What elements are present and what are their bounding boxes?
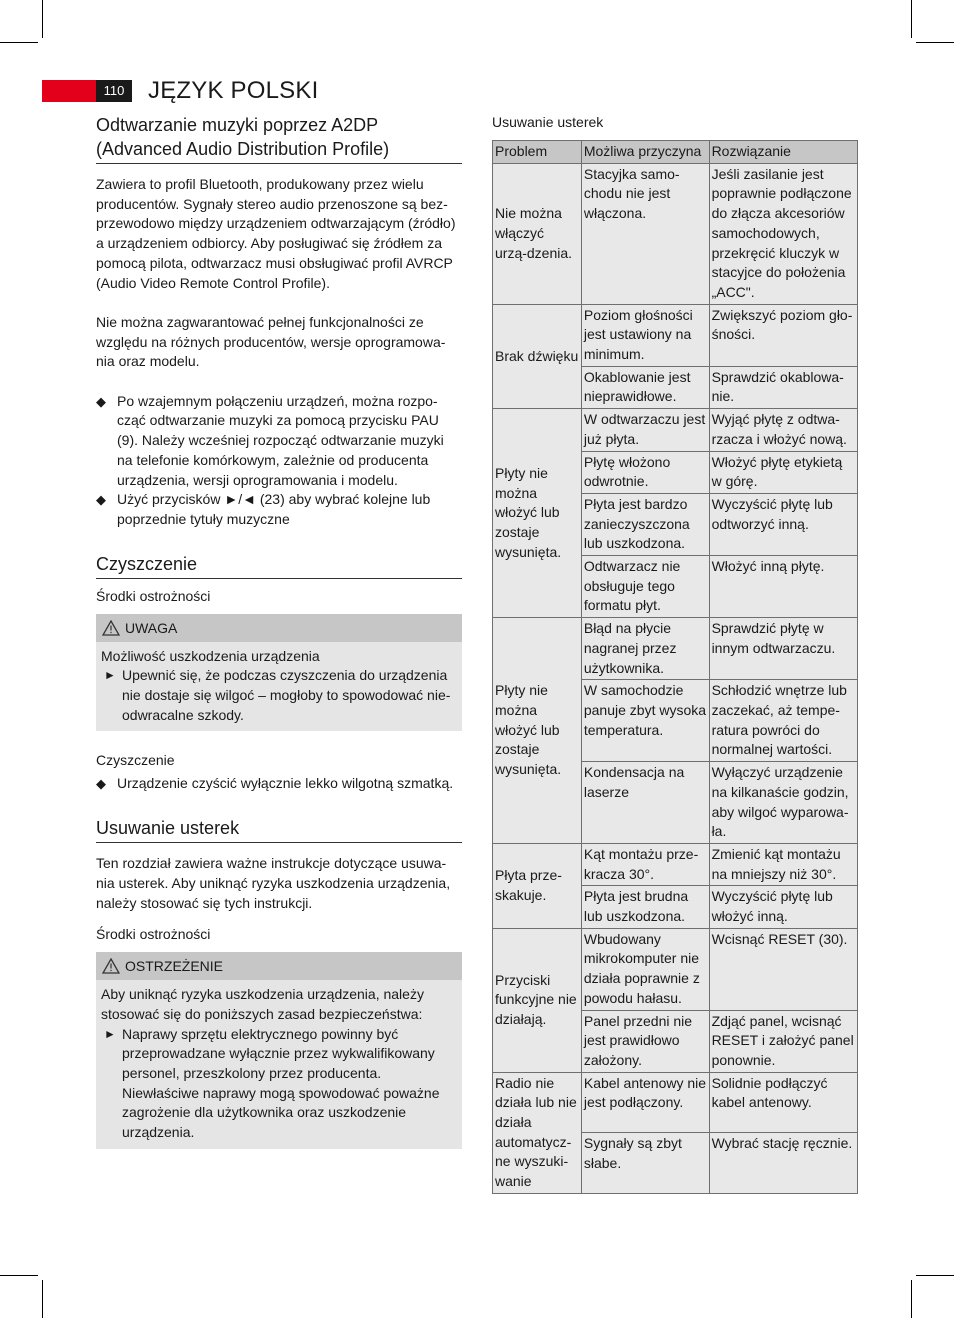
left-column — [96, 113, 462, 1169]
table-row — [493, 304, 858, 366]
cause-cell: Panel przedni nie jest prawidłowo założony. — [581, 1010, 709, 1072]
table-title: Usuwanie usterek — [492, 114, 604, 130]
cause-cell: Błąd na płycie nagranej przez użytkownika. — [581, 618, 709, 680]
crop-mark — [911, 1280, 912, 1318]
crop-mark — [0, 42, 38, 43]
crop-mark — [911, 0, 912, 38]
problem-cell: Nie można włączyć urzą-dzenia. — [493, 163, 582, 304]
caution-box — [96, 614, 462, 732]
table-row — [493, 618, 858, 680]
solution-cell: Sprawdzić okablowa-nie. — [709, 366, 857, 408]
table-row — [493, 163, 858, 304]
warning-triangle-icon — [102, 620, 120, 636]
troubleshooting-heading: Usuwanie usterek — [96, 816, 462, 843]
column-header: Rozwiązanie — [709, 141, 857, 164]
problem-cell: Przyciski funkcyjne nie działają. — [493, 928, 582, 1072]
solution-cell: Włożyć inną płytę. — [709, 556, 857, 618]
cleaning-precautions-label: Środki ostrożności — [96, 587, 211, 604]
cleaning-subheading: Czyszczenie — [96, 752, 175, 769]
solution-cell: Wybrać stację ręcznie. — [709, 1133, 857, 1194]
solution-cell: Schłodzić wnętrze lub zaczekać, aż tempe-ratura powróci do normalnej wartości. — [709, 680, 857, 762]
bullet-item: ◆ Po wzajemnym połączeniu urządzeń, można rozpo-cząć odtwarzanie muzyki za pomocą przycisku PAU (9). Należy wcześniej rozpocząć odtwarzanie muzyki na telefonie komórkowym, zależnie od producenta urządzenia, wersji oprogramowania i modelu. — [96, 392, 444, 488]
caution-item: ► Upewnić się, że podczas czyszczenia do urządzenia nie dostaje się wilgoć – mogłoby to spowodować nie-odwracalne szkody. — [104, 667, 451, 723]
cause-cell: W odtwarzaczu jest już płyta. — [581, 409, 709, 451]
page-title: JĘZYK POLSKI — [148, 77, 319, 104]
cause-cell: Odtwarzacz nie obsługuje tego formatu płyt. — [581, 556, 709, 618]
solution-cell: Sprawdzić płytę w innym odtwarzaczu. — [709, 618, 857, 680]
solution-cell: Wyłączyć urządzenie na kilkanaście godzin, aby wilgoć wyparowa-ła. — [709, 762, 857, 844]
a2dp-heading: Odtwarzanie muzyki poprzez A2DP (Advanced Audio Distribution Profile) — [96, 113, 462, 164]
cause-cell: Kąt montażu prze-kracza 30°. — [581, 843, 709, 885]
caution-title: Możliwość uszkodzenia urządzenia — [101, 647, 320, 664]
bullet-item: ◆ Urządzenie czyścić wyłącznie lekko wilgotną szmatką. — [96, 774, 462, 794]
a2dp-paragraph-2: Nie można zagwarantować pełnej funkcjonalności ze względu na różnych producentów, wersje oprogramowa-nia oraz modelu. — [96, 313, 446, 370]
cause-cell: Wbudowany mikrokomputer nie działa poprawnie z powodu hałasu. — [581, 928, 709, 1010]
warning-item: ► Naprawy sprzętu elektrycznego powinny być przeprowadzane wyłącznie przez wykwalifikowany personel, przeszkolony przez producenta. Niewłaściwe naprawy mogą spowodować poważne zagrożenie dla użytkownika oraz uszkodzenie urządzenia. — [104, 1025, 440, 1141]
warning-triangle-icon — [102, 958, 120, 974]
solution-cell: Solidnie podłączyć kabel antenowy. — [709, 1072, 857, 1133]
arrow-bullet-icon: ► — [104, 668, 116, 683]
arrow-bullet-icon: ► — [104, 1026, 116, 1041]
crop-mark — [42, 1280, 43, 1318]
table-row — [493, 1072, 858, 1133]
warning-box-header: OSTRZEŻENIE — [96, 952, 462, 980]
troubleshooting-precautions-label: Środki ostrożności — [96, 926, 211, 943]
bullet-item: ◆ Użyć przycisków ►/◄ (23) aby wybrać kolejne lub poprzednie tytuły muzyczne — [96, 491, 431, 527]
solution-cell: Włożyć płytę etykietą w górę. — [709, 451, 857, 493]
cause-cell: Płyta jest brudna lub uszkodzona. — [581, 886, 709, 928]
cause-cell: Płyta jest bardzo zanieczyszczona lub uszkodzona. — [581, 493, 709, 555]
cleaning-heading: Czyszczenie — [96, 552, 462, 579]
troubleshooting-intro: Ten rozdział zawiera ważne instrukcje dotyczące usuwa-nia usterek. Aby uniknąć ryzyka uszkodzenia urządzenia, należy stosować się tych instrukcji. — [96, 855, 451, 911]
cause-cell: Okablowanie jest nieprawidłowe. — [581, 366, 709, 408]
problem-cell: Płyta prze-skakuje. — [493, 843, 582, 928]
solution-cell: Wyczyścić płytę lub włożyć inną. — [709, 886, 857, 928]
crop-mark — [916, 1275, 954, 1276]
warning-text: Aby uniknąć ryzyka uszkodzenia urządzenia, należy stosować się do poniższych zasad bezpieczeństwa: — [101, 986, 424, 1022]
crop-mark — [42, 0, 43, 38]
cause-cell: Sygnały są zbyt słabe. — [581, 1133, 709, 1194]
a2dp-paragraph-1: Zawiera to profil Bluetooth, produkowany przez wielu producentów. Sygnały stereo audio przenoszone są bez-przewodowo między urządzeniem odtwarzającym (źródło) a urządzeniem odbiorcy. Aby posługiwać się źródłem za pomocą pilota, odtwarzacz musi obsługiwać profil AVRCP (Audio Video Remote Control Profile). — [96, 176, 456, 291]
cause-cell: Kondensacja na laserze — [581, 762, 709, 844]
problem-cell: Brak dźwięku — [493, 304, 582, 409]
crop-mark — [0, 1275, 38, 1276]
table-row — [493, 928, 858, 1010]
solution-cell: Jeśli zasilanie jest poprawnie podłączone do złącza akcesoriów samochodowych, przekręcić kluczyk w stacyjce do położenia „ACC". — [709, 163, 857, 304]
right-column — [492, 113, 858, 1194]
cause-cell: Płytę włożono odwrotnie. — [581, 451, 709, 493]
diamond-bullet-icon: ◆ — [96, 393, 106, 409]
troubleshooting-table — [492, 140, 858, 1194]
page-number: 110 — [96, 80, 132, 102]
column-header: Możliwa przyczyna — [581, 141, 709, 164]
table-row — [493, 843, 858, 885]
table-header-row — [493, 141, 858, 164]
warning-box — [96, 952, 462, 1149]
column-header: Problem — [493, 141, 582, 164]
solution-cell: Wyczyścić płytę lub odtworzyć inną. — [709, 493, 857, 555]
problem-cell: Radio nie działa lub nie działa automatycz-ne wyszuki-wanie — [493, 1072, 582, 1193]
table-row — [493, 409, 858, 451]
solution-cell: Zwiększyć poziom gło-śności. — [709, 304, 857, 366]
cause-cell: Poziom głośności jest ustawiony na minimum. — [581, 304, 709, 366]
crop-mark — [916, 42, 954, 43]
problem-cell: Płyty nie można włożyć lub zostaje wysunięta. — [493, 409, 582, 618]
problem-cell: Płyty nie można włożyć lub zostaje wysunięta. — [493, 618, 582, 844]
cause-cell: Stacyjka samo-chodu nie jest włączona. — [581, 163, 709, 304]
cause-cell: Kabel antenowy nie jest podłączony. — [581, 1072, 709, 1133]
cause-cell: W samochodzie panuje zbyt wysoka temperatura. — [581, 680, 709, 762]
solution-cell: Zdjąć panel, wcisnąć RESET i założyć panel ponownie. — [709, 1010, 857, 1072]
solution-cell: Zmienić kąt montażu na mniejszy niż 30°. — [709, 843, 857, 885]
solution-cell: Wyjąć płytę z odtwa-rzacza i włożyć nową. — [709, 409, 857, 451]
solution-cell: Wcisnąć RESET (30). — [709, 928, 857, 1010]
diamond-bullet-icon: ◆ — [96, 776, 106, 792]
diamond-bullet-icon: ◆ — [96, 492, 106, 508]
caution-box-header: UWAGA — [96, 614, 462, 642]
